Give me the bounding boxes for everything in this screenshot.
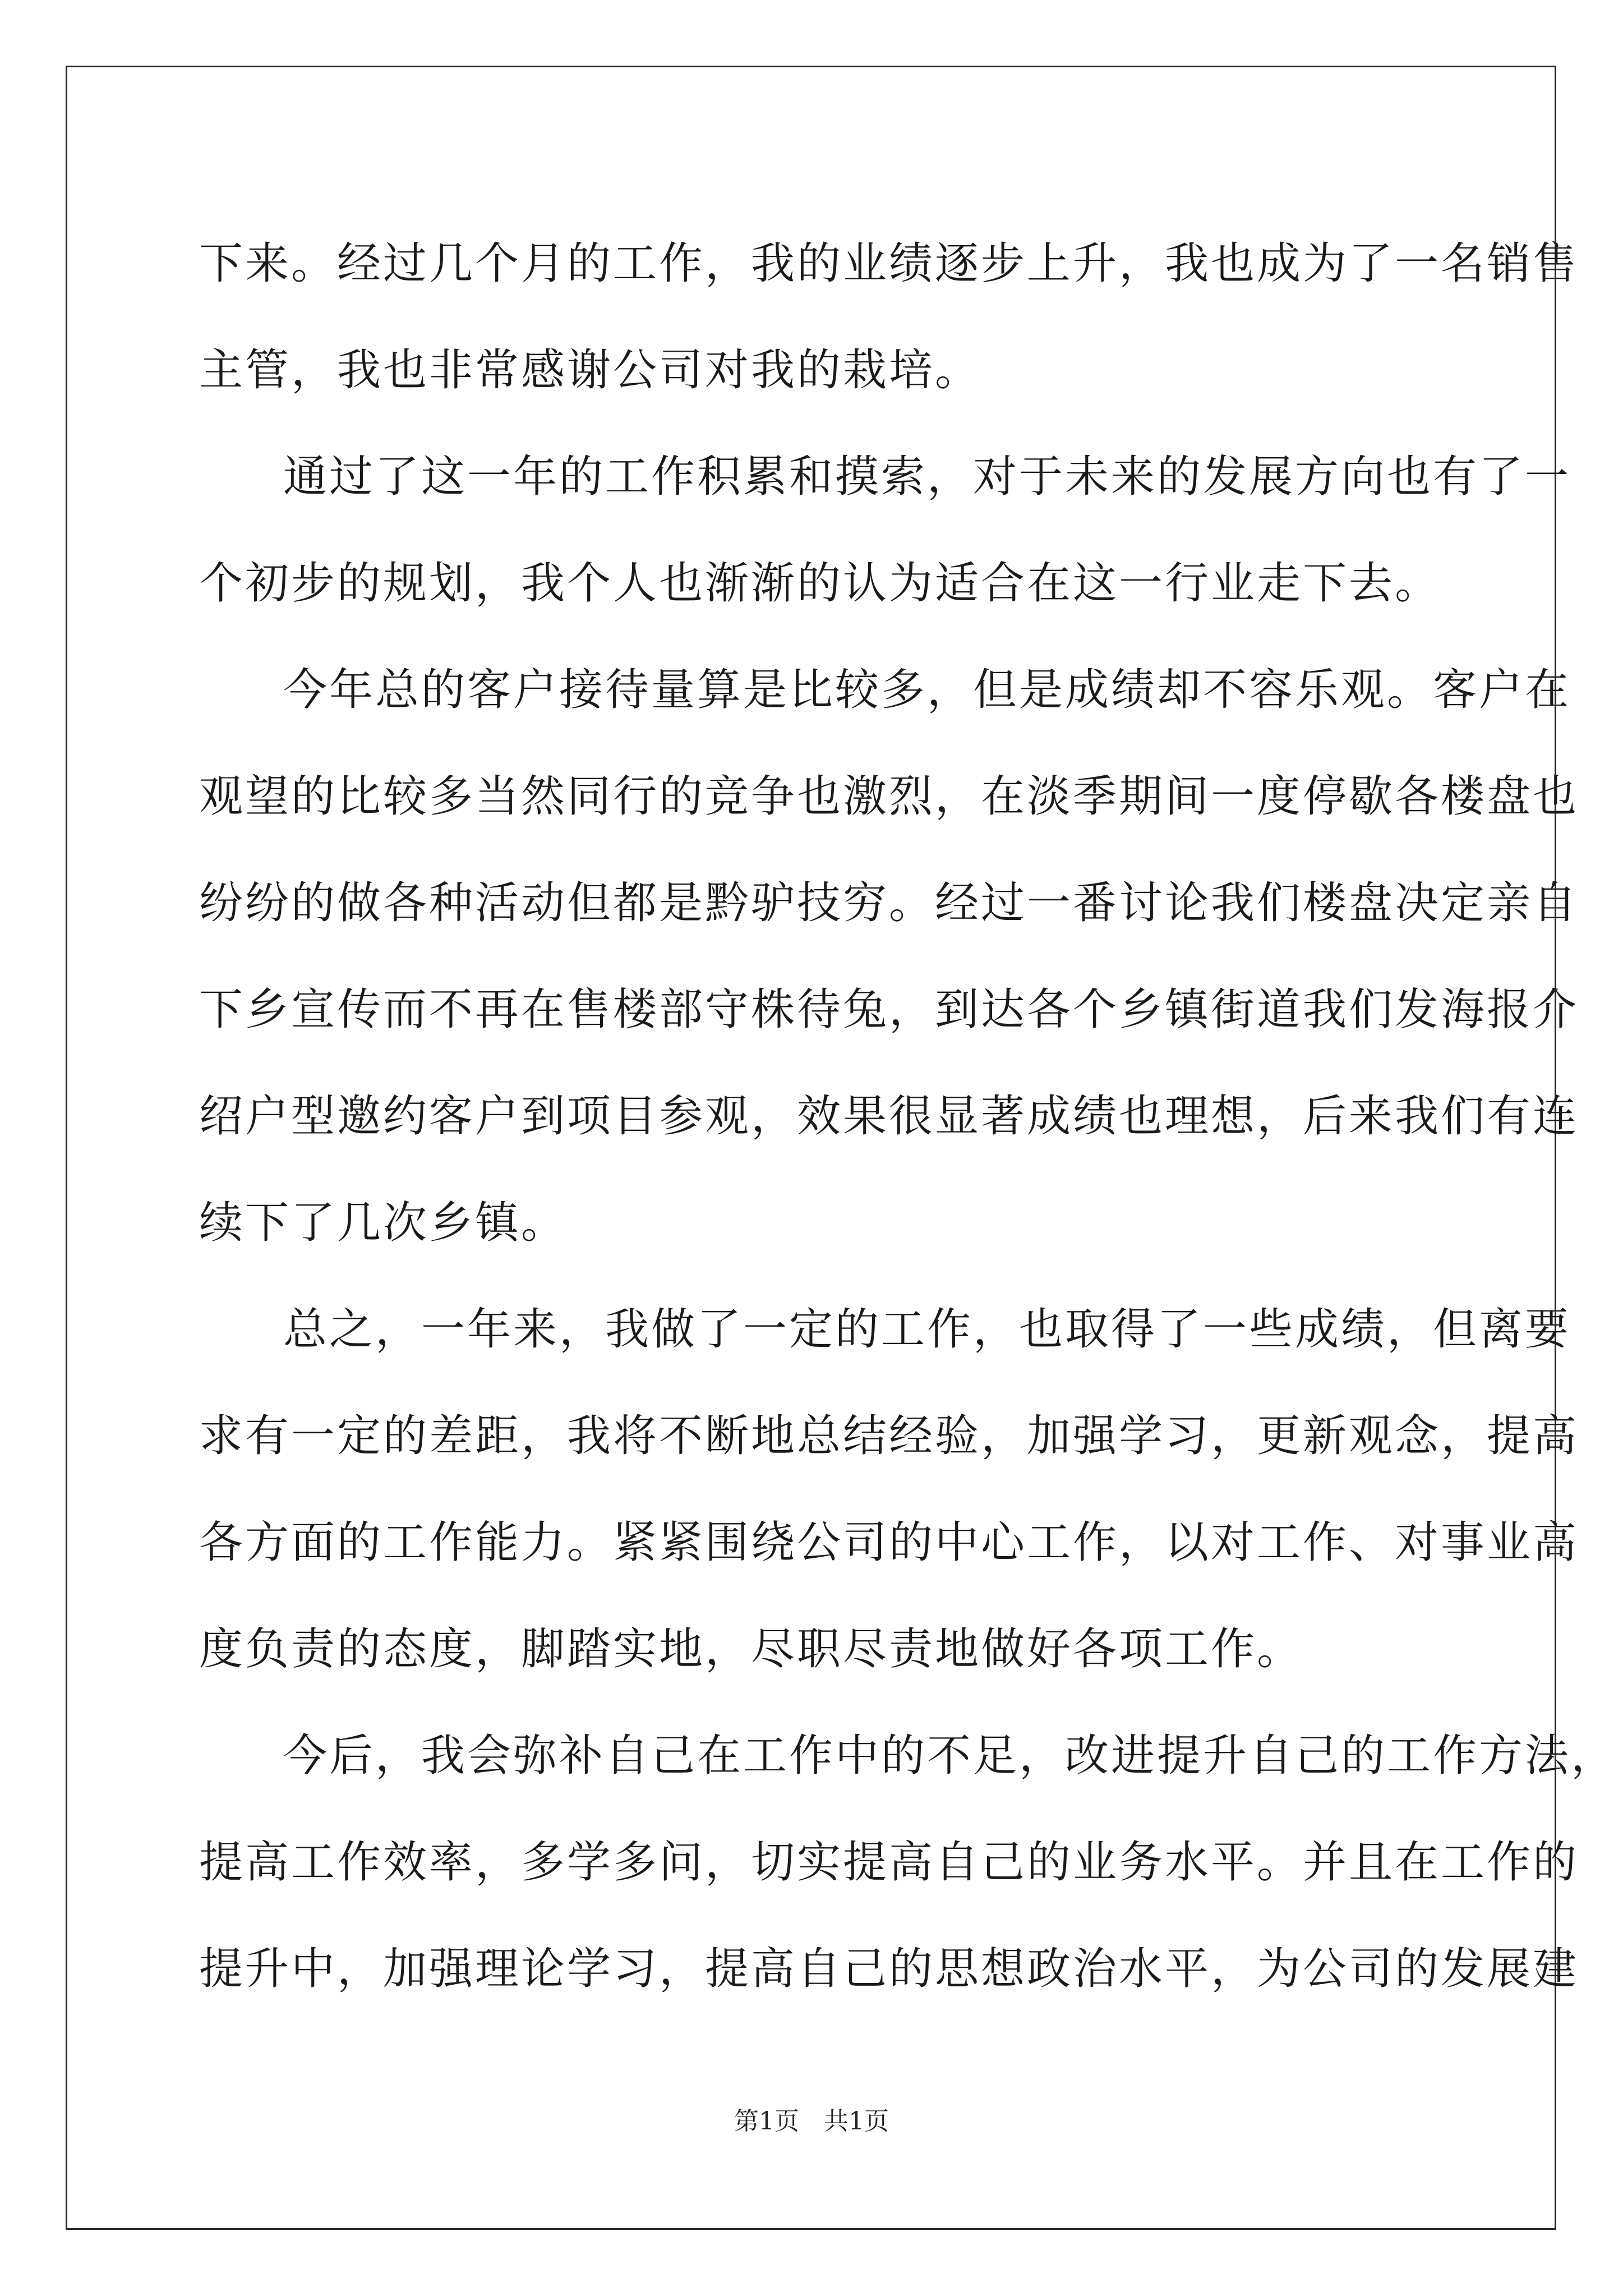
text-line: 总之，一年来，我做了一定的工作，也取得了一些成绩，但离要	[283, 1304, 1571, 1355]
document-body	[199, 210, 1617, 2022]
text-line: 求有一定的差距，我将不断地总结经验，加强学习，更新观念，提高	[199, 1411, 1579, 1461]
text-line: 提高工作效率，多学多问，切实提高自己的业务水平。并且在工作的	[199, 1837, 1579, 1888]
text-line: 今年总的客户接待量算是比较多，但是成绩却不容乐观。客户在	[283, 665, 1571, 715]
page-number-footer: 第1页 共1页	[734, 2107, 889, 2136]
text-line: 各方面的工作能力。紧紧围绕公司的中心工作，以对工作、对事业高	[199, 1517, 1579, 1568]
text-line: 绍户型邀约客户到项目参观，效果很显著成绩也理想，后来我们有连	[199, 1091, 1579, 1142]
text-line: 提升中，加强理论学习，提高自己的思想政治水平，为公司的发展建	[199, 1944, 1579, 1994]
text-line: 续下了几次乡镇。	[199, 1198, 568, 1248]
text-line: 主管，我也非常感谢公司对我的栽培。	[199, 345, 981, 395]
text-line: 度负责的态度，脚踏实地，尽职尽责地做好各项工作。	[199, 1624, 1303, 1674]
text-line: 纷纷的做各种活动但都是黔驴技穷。经过一番讨论我们楼盘决定亲自	[199, 878, 1579, 928]
text-line: 下乡宣传而不再在售楼部守株待兔，到达各个乡镇街道我们发海报介	[199, 984, 1579, 1035]
text-line: 观望的比较多当然同行的竞争也激烈，在淡季期间一度停歇各楼盘也	[199, 771, 1579, 822]
text-line: 下来。经过几个月的工作，我的业绩逐步上升，我也成为了一名销售	[199, 238, 1579, 289]
text-line: 今后，我会弥补自己在工作中的不足，改进提升自己的工作方法，	[283, 1731, 1617, 1781]
text-line: 个初步的规划，我个人也渐渐的认为适合在这一行业走下去。	[199, 558, 1441, 609]
text-line: 通过了这一年的工作积累和摸索，对于未来的发展方向也有了一	[283, 452, 1571, 502]
